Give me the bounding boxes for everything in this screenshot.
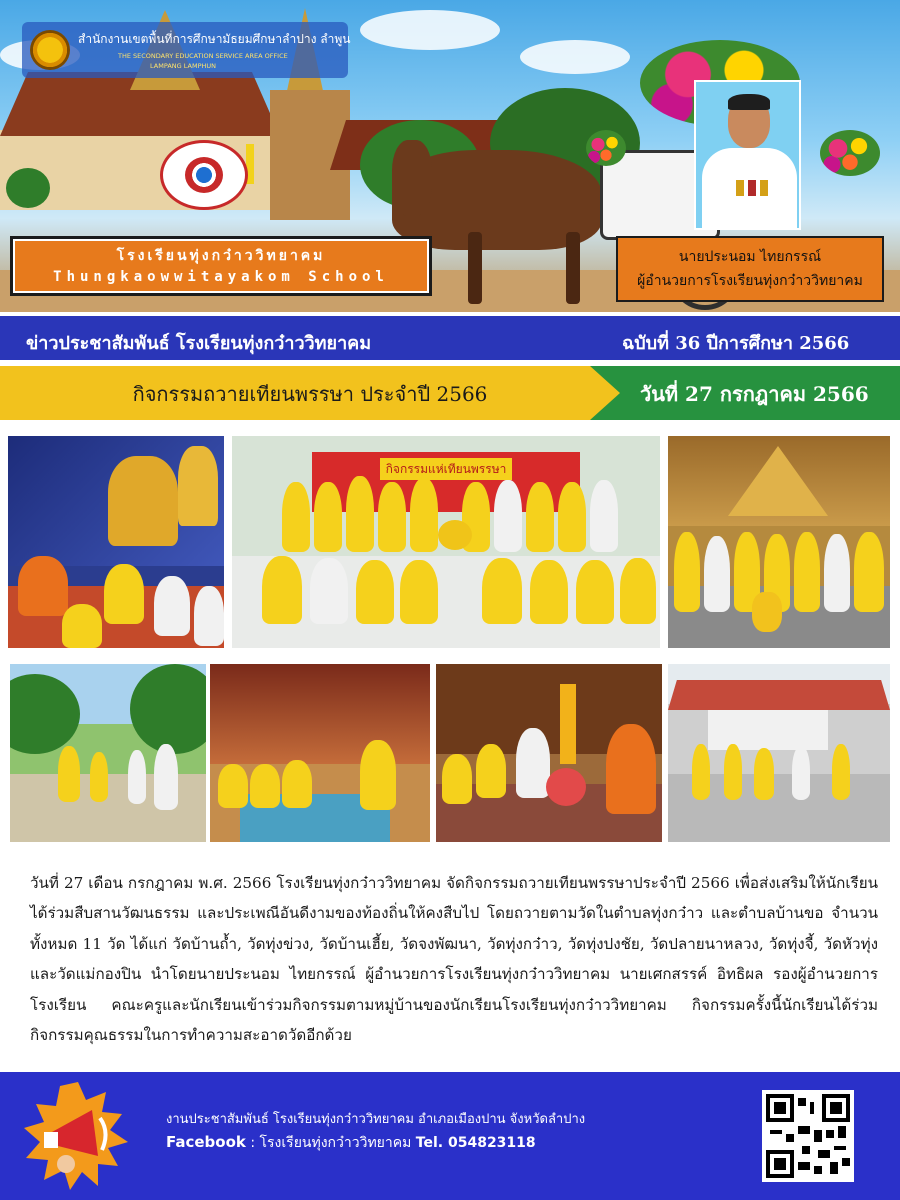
director-caption	[616, 236, 884, 302]
office-name-en-line2: LAMPANG LAMPHUN	[150, 62, 216, 70]
footer-contact	[166, 1132, 536, 1154]
school-name-box	[10, 236, 432, 296]
bulletin-title: ข่าวประชาสัมพันธ์ โรงเรียนทุ่งกว๋าววิทยาคม	[26, 333, 372, 354]
bulletin-issue: ฉบับที่ 36 ปีการศึกษา 2566	[622, 333, 850, 354]
photo-procession	[10, 664, 206, 842]
photo-temple-interior	[210, 664, 430, 842]
footer	[0, 1072, 900, 1200]
footer-address: งานประชาสัมพันธ์ โรงเรียนทุ่งกว๋าววิทยาคม อำเภอเมืองปาน จังหวัดลำปาง	[166, 1112, 586, 1127]
activity-title-bar	[0, 366, 620, 420]
activity-banner-text: กิจกรรมแห่เทียนพรรษา	[380, 458, 512, 480]
education-office-header	[22, 22, 351, 78]
activity-title: กิจกรรมถวายเทียนพรรษา ประจำปี 2566	[132, 382, 488, 406]
school-name-th: โรงเรียนทุ่งกว๋าววิทยาคม	[116, 248, 326, 264]
photo-candle-offering	[436, 664, 662, 842]
director-title: ผู้อำนวยการโรงเรียนทุ่งกว๋าววิทยาคม	[637, 273, 863, 289]
office-name-en-line1: THE SECONDARY EDUCATION SERVICE AREA OFFICE	[118, 52, 288, 60]
facebook-page: : โรงเรียนทุ่งกว๋าววิทยาคม	[245, 1135, 416, 1151]
school-logo-icon	[160, 140, 248, 210]
office-emblem-icon	[30, 30, 70, 70]
director-name: นายประนอม ไทยกรรณ์	[678, 249, 822, 265]
qr-code-icon	[762, 1090, 854, 1182]
photo-temple-offering	[8, 436, 224, 648]
school-name-en: Thungkaowwitayakom School	[53, 269, 389, 285]
footer-telephone: Tel. 054823118	[415, 1135, 536, 1151]
office-name-th: สำนักงานเขตพื้นที่การศึกษามัธยมศึกษาลำปาง ลำพูน	[78, 32, 351, 46]
photo-temple-group	[668, 436, 890, 648]
megaphone-icon	[22, 1082, 134, 1192]
director-portrait	[694, 80, 801, 230]
article-body: วันที่ 27 เดือน กรกฎาคม พ.ศ. 2566 โรงเรียนทุ่งกว๋าววิทยาคม จัดกิจกรรมถวายเทียนพรรษาประจำปี 2566 เพื่อส่งเสริมให้นักเรียนได้ร่วมสืบสานวัฒนธรรม และประเพณีอันดีงามของท้องถิ่นให้คงสืบไป โดยถวายตามวัดในตำบลทุ่งกว๋าว และตำบลบ้านขอ จำนวนทั้งหมด 11 วัด ได้แก่ วัดบ้านถ้ำ, วัดทุ่งข่วง, วัดบ้านเฮี้ย, วัดจงพัฒนา, วัดทุ่งกว๋าว, วัดทุ่งปงชัย, วัดปลายนาหลวง, วัดทุ่งจี้, วัดหัวทุ่ง และวัดแม่กองปิน นำโดยนายประนอม ไทยกรรณ์ ผู้อำนวยการโรงเรียนทุ่งกว๋าววิทยาคม นายเศกสรรค์ อิทธิผล รองผู้อำนวยการโรงเรียน คณะครูและนักเรียนเข้าร่วมกิจกรรมตามหมู่บ้านของนักเรียนโรงเรียนทุ่งกว๋าววิทยาคม กิจกรรมครั้งนี้นักเรียนได้ร่วมกิจกรรมคุณธรรมในการทำความสะอาดวัดอีกด้วย	[30, 874, 878, 1045]
activity-date: วันที่ 27 กรกฎาคม 2566	[640, 382, 869, 406]
photo-group-banner	[232, 436, 660, 648]
facebook-label: Facebook	[166, 1133, 246, 1151]
photo-cleaning-temple	[668, 664, 890, 842]
bulletin-bar	[0, 312, 900, 364]
